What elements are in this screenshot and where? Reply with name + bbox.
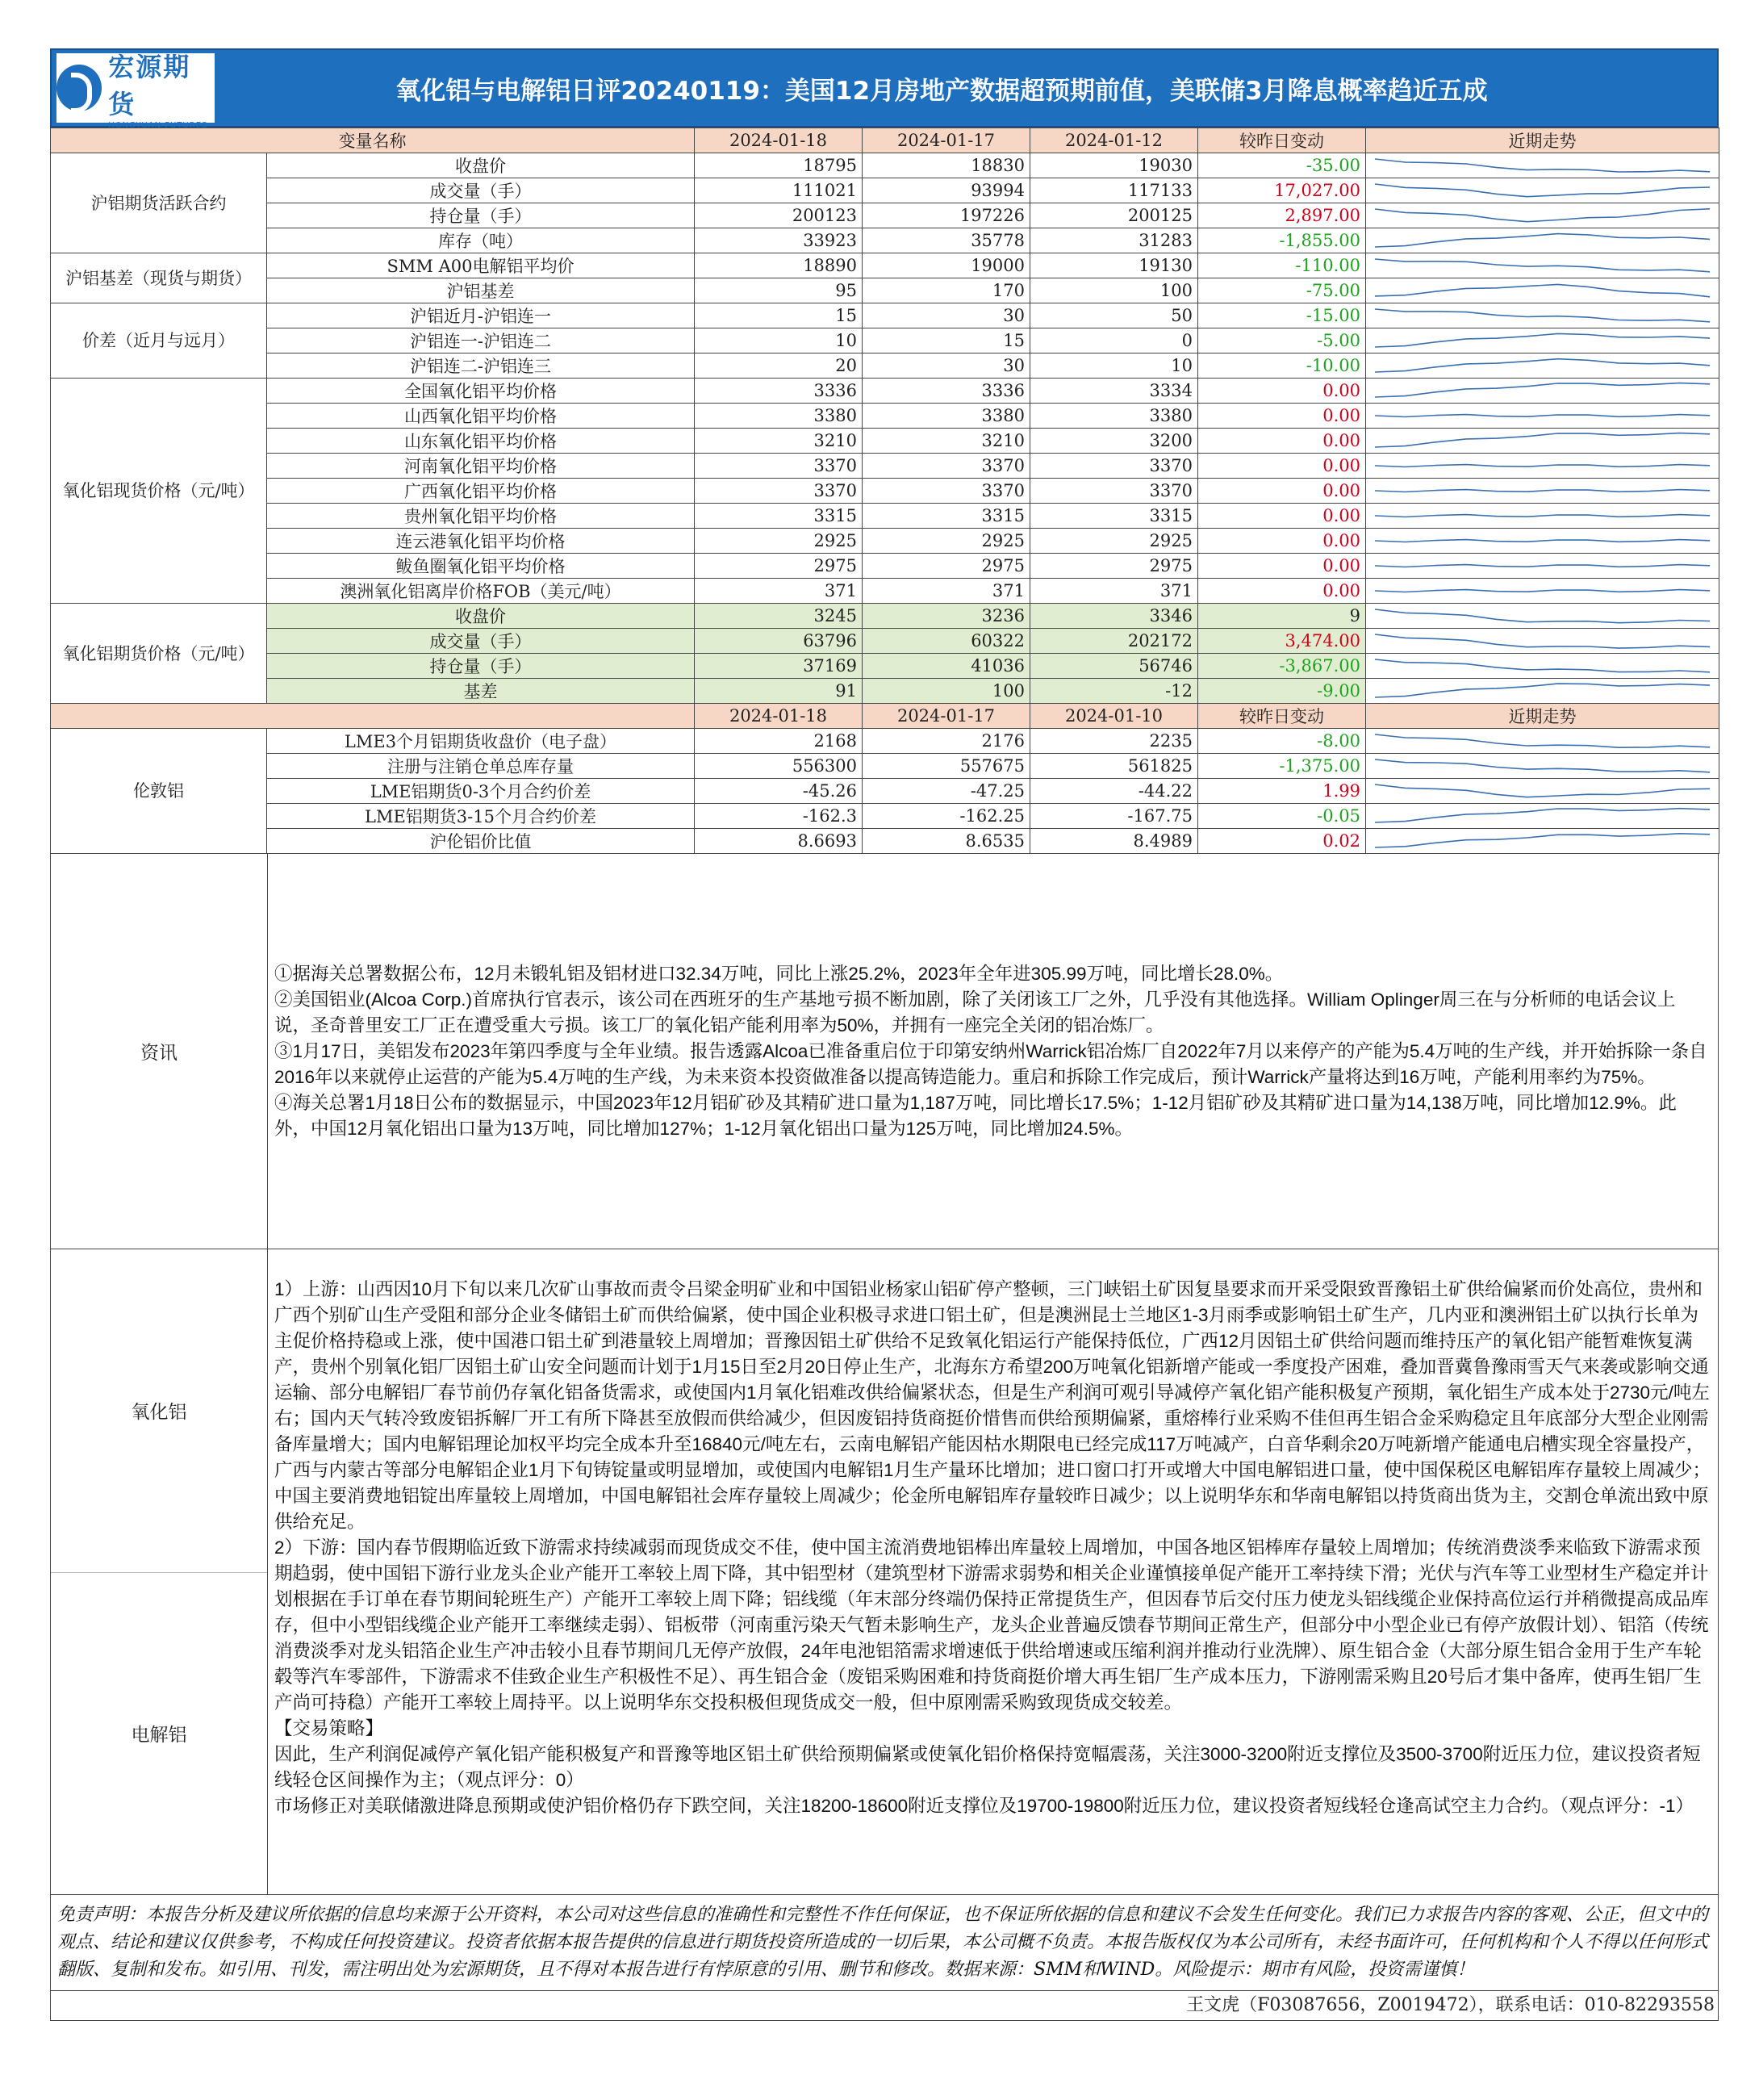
report-title: 氧化铝与电解铝日评20240119：美国12月房地产数据超预期前值，美联储3月降息概率趋近五成: [395, 76, 1488, 106]
change-cell: 0.00: [1198, 454, 1366, 479]
table-row: [51, 203, 1719, 228]
sparkline-path: [1375, 609, 1710, 623]
value-cell: 8.6693: [695, 829, 863, 854]
trend-sparkline: [1366, 404, 1719, 429]
variable-name: 山西氧化铝平均价格: [267, 404, 695, 429]
change-cell: 9: [1198, 604, 1366, 629]
trend-sparkline: [1366, 554, 1719, 579]
change-cell: -3,867.00: [1198, 654, 1366, 679]
variable-name: 成交量（手）: [267, 629, 695, 654]
sparkline-path: [1375, 734, 1710, 747]
value-cell: 557675: [863, 754, 1030, 779]
header-cell: 2024-01-10: [1030, 704, 1198, 729]
group-label: 伦敦铝: [51, 729, 267, 854]
sparkline-path: [1375, 465, 1710, 467]
variable-name: 基差: [267, 679, 695, 704]
value-cell: -12: [1030, 679, 1198, 704]
value-cell: 3370: [863, 479, 1030, 504]
value-cell: 100: [1030, 278, 1198, 303]
variable-name: 全国氧化铝平均价格: [267, 379, 695, 404]
value-cell: 30: [863, 353, 1030, 379]
value-cell: 18890: [695, 253, 863, 278]
disclaimer: 免责声明：本报告分析及建议所依据的信息均来源于公开资料，本公司对这些信息的准确性和完整性不作任何保证，也不保证所依据的信息和建议不会发生任何变化。我们已力求报告内容的客观、公正，但文中的观点、结论和建议仅供参考，不构成任何投资建议。投资者依据本报告提供的信息进行期货投资所造成的一切后果，本公司概不负责。本报告版权仅为本公司所有，未经书面许可，任何机构和个人不得以任何形式翻版、复制和发布。如引用、刊发，需注明出处为宏源期货，且不得对本报告进行有悖原意的引用、删节和修改。数据来源：SMM和WIND。风险提示：期市有风险，投资需谨慎！: [50, 1895, 1719, 1991]
table-row: [51, 679, 1719, 704]
variable-name: 河南氧化铝平均价格: [267, 454, 695, 479]
header-cell: 较昨日变动: [1198, 704, 1366, 729]
news-section: [50, 854, 1719, 1249]
news-item: ④海关总署1月18日公布的数据显示，中国2023年12月铝矿砂及其精矿进口量为1,187万吨，同比增长17.5%；1-12月铝矿砂及其精矿进口量为14,138万吨，同比增加12.9%。此外，中国12月氧化铝出口量为13万吨，同比增加127%；1-12月氧化铝出口量为125万吨，同比增加24.5%。: [274, 1092, 1677, 1139]
table-row: [51, 178, 1719, 203]
change-cell: 0.00: [1198, 429, 1366, 454]
value-cell: 371: [695, 579, 863, 604]
change-cell: 1.99: [1198, 779, 1366, 804]
news-label: 资讯: [51, 854, 268, 1249]
sparkline-path: [1375, 540, 1710, 542]
value-cell: 202172: [1030, 629, 1198, 654]
change-cell: 17,027.00: [1198, 178, 1366, 203]
variable-name: LME铝期货3-15个月合约价差: [267, 804, 695, 829]
table-row: [51, 379, 1719, 404]
change-cell: -0.05: [1198, 804, 1366, 829]
header-cell: 2024-01-18: [695, 704, 863, 729]
value-cell: 3315: [1030, 504, 1198, 529]
table-row: [51, 479, 1719, 504]
value-cell: 93994: [863, 178, 1030, 203]
sparkline-path: [1375, 590, 1710, 592]
value-cell: 3380: [695, 404, 863, 429]
variable-name: 持仓量（手）: [267, 203, 695, 228]
value-cell: 3315: [695, 504, 863, 529]
value-cell: 30: [863, 303, 1030, 328]
change-cell: 0.00: [1198, 504, 1366, 529]
change-cell: 0.02: [1198, 829, 1366, 854]
variable-name: LME铝期货0-3个月合约价差: [267, 779, 695, 804]
header-cell: 2024-01-12: [1030, 128, 1198, 153]
trend-sparkline: [1366, 604, 1719, 629]
trend-sparkline: [1366, 654, 1719, 679]
table-row: [51, 729, 1719, 754]
table-row: [51, 153, 1719, 178]
change-cell: -10.00: [1198, 353, 1366, 379]
value-cell: 19030: [1030, 153, 1198, 178]
trend-sparkline: [1366, 203, 1719, 228]
change-cell: -110.00: [1198, 253, 1366, 278]
value-cell: 3334: [1030, 379, 1198, 404]
logo-cn: 宏源期货: [108, 51, 191, 119]
news-item: ③1月17日，美铝发布2023年第四季度与全年业绩。报告透露Alcoa已准备重启位于印第安纳州Warrick铝冶炼厂自2022年7月以来停产的产能为5.4万吨的生产线，并开始拆除一条自2016年以来就停止运营的产能为5.4万吨的生产线，为未来资本投资做准备以提高铸造能力。重启和拆除工作完成后，预计Warrick产量将达到16万吨，产能利用率约为75%。: [274, 1040, 1707, 1087]
header-cell: 近期走势: [1366, 128, 1719, 153]
company-logo: [56, 51, 215, 130]
news-item: ①据海关总署数据公布，12月未锻轧铝及铝材进口32.34万吨，同比上涨25.2%，2023年全年进305.99万吨，同比增长28.0%。: [274, 963, 1284, 984]
change-cell: 0.00: [1198, 529, 1366, 554]
value-cell: 561825: [1030, 754, 1198, 779]
value-cell: 35778: [863, 228, 1030, 253]
change-cell: 2,897.00: [1198, 203, 1366, 228]
value-cell: 3370: [1030, 479, 1198, 504]
table-header-row: [51, 704, 1719, 729]
value-cell: -45.26: [695, 779, 863, 804]
change-cell: -1,375.00: [1198, 754, 1366, 779]
value-cell: -167.75: [1030, 804, 1198, 829]
variable-name: 沪伦铝价比值: [267, 829, 695, 854]
strategy-heading: 【交易策略】: [274, 1718, 384, 1738]
variable-name: SMM A00电解铝平均价: [267, 253, 695, 278]
sparkline-path: [1375, 209, 1710, 222]
table-row: [51, 654, 1719, 679]
value-cell: 18830: [863, 153, 1030, 178]
variable-name: 沪铝基差: [267, 278, 695, 303]
variable-name: LME3个月铝期货收盘价（电子盘）: [267, 729, 695, 754]
sparkline-path: [1375, 383, 1710, 397]
change-cell: -9.00: [1198, 679, 1366, 704]
value-cell: 8.4989: [1030, 829, 1198, 854]
value-cell: 3336: [695, 379, 863, 404]
value-cell: 3210: [695, 429, 863, 454]
trend-sparkline: [1366, 479, 1719, 504]
sparkline-path: [1375, 515, 1710, 517]
variable-name: 沪铝近月-沪铝连一: [267, 303, 695, 328]
variable-name: 广西氧化铝平均价格: [267, 479, 695, 504]
table-row: [51, 353, 1719, 379]
trend-sparkline: [1366, 629, 1719, 654]
value-cell: 60322: [863, 629, 1030, 654]
header-cell: 2024-01-17: [863, 128, 1030, 153]
analysis-body: [268, 1249, 1718, 1894]
value-cell: 2925: [695, 529, 863, 554]
value-cell: 117133: [1030, 178, 1198, 203]
variable-name: 连云港氧化铝平均价格: [267, 529, 695, 554]
change-cell: 0.00: [1198, 404, 1366, 429]
group-label: 沪铝基差（现货与期货）: [51, 253, 267, 303]
trend-sparkline: [1366, 504, 1719, 529]
trend-sparkline: [1366, 804, 1719, 829]
variable-name: 澳洲氧化铝离岸价格FOB（美元/吨）: [267, 579, 695, 604]
sparkline-path: [1375, 284, 1710, 296]
value-cell: 3380: [1030, 404, 1198, 429]
value-cell: -44.22: [1030, 779, 1198, 804]
variable-name: 沪铝连一-沪铝连二: [267, 328, 695, 353]
sparkline-path: [1375, 433, 1710, 447]
sparkline-path: [1375, 759, 1710, 772]
trend-sparkline: [1366, 379, 1719, 404]
change-cell: -75.00: [1198, 278, 1366, 303]
variable-name: 收盘价: [267, 604, 695, 629]
value-cell: 3370: [695, 479, 863, 504]
value-cell: 33923: [695, 228, 863, 253]
trend-sparkline: [1366, 328, 1719, 353]
table-row: [51, 554, 1719, 579]
value-cell: 2176: [863, 729, 1030, 754]
value-cell: 20: [695, 353, 863, 379]
analysis-section: [50, 1249, 1719, 1895]
sparkline-path: [1375, 684, 1710, 697]
sparkline-path: [1375, 565, 1710, 567]
trend-sparkline: [1366, 779, 1719, 804]
change-cell: 3,474.00: [1198, 629, 1366, 654]
variable-name: 持仓量（手）: [267, 654, 695, 679]
value-cell: 41036: [863, 654, 1030, 679]
value-cell: 91: [695, 679, 863, 704]
value-cell: 3200: [1030, 429, 1198, 454]
value-cell: 19130: [1030, 253, 1198, 278]
value-cell: 3315: [863, 504, 1030, 529]
value-cell: -47.25: [863, 779, 1030, 804]
table-row: [51, 629, 1719, 654]
sparkline-path: [1375, 359, 1710, 372]
change-cell: -35.00: [1198, 153, 1366, 178]
sparkline-path: [1375, 184, 1710, 197]
change-cell: 0.00: [1198, 554, 1366, 579]
variable-name: 成交量（手）: [267, 178, 695, 203]
trend-sparkline: [1366, 579, 1719, 604]
value-cell: 200123: [695, 203, 863, 228]
variable-name: 库存（吨）: [267, 228, 695, 253]
table-row: [51, 328, 1719, 353]
upstream-para: 1）上游：山西因10月下旬以来几次矿山事故而责令吕梁金明矿业和中国铝业杨家山铝矿停产整顿，三门峡铝土矿因复垦要求而开采受限致晋豫铝土矿供给偏紧而价处高位，贵州和广西个别矿山生产受阻和部分企业冬储铝土矿而供给偏紧，使中国企业积极寻求进口铝土矿，但是澳洲昆士兰地区1-3月雨季或影响铝土矿生产，几内亚和澳洲铝土矿以执行长单为主促价格持稳或上涨，使中国港口铝土矿到港量较上周增加；晋豫因铝土矿供给不足致氧化铝运行产能保持低位，广西12月因铝土矿供给问题而维持压产的氧化铝产能暂难恢复满产，贵州个别氧化铝厂因铝土矿山安全问题而计划于1月15日至2月20日停止生产，北海东方希望200万吨氧化铝新增产能或一季度投产困难，叠加晋冀鲁豫雨雪天气来袭或影响交通运输、部分电解铝厂春节前仍存氧化铝备货需求，或使国内1月氧化铝难改供给偏紧状态，但是生产利润可观引导减停产氧化铝产能积极复产预期，氧化铝生产成本处于2730元/吨左右；国内天气转冷致废铝拆解厂开工有所下降甚至放假而供给减少，但因废铝持货商挺价惜售而供给预期偏紧，重熔棒行业采购不佳但再生铝合金采购稳定且年底部分大型企业刚需备库量增大；国内电解铝理论加权平均完全成本升至16840元/吨左右，云南电解铝产能因枯水期限电已经完成117万吨减产，白音华剩余20万吨新增产能通电启槽实现全容量投产，广西与内蒙古等部分电解铝企业1月下旬铸锭量或明显增加，或使国内电解铝1月生产量环比增加；进口窗口打开或增大中国电解铝进口量，使中国保税区电解铝库存量较上周减少；中国主要消费地铝锭出库量较上周增加，中国电解铝社会库存量较上周减少；伦金所电解铝库存量较昨日减少；以上说明华东和华南电解铝以持货商出货为主，交割仓单流出致中原供给充足。: [274, 1279, 1711, 1532]
sparkline-path: [1375, 333, 1710, 347]
value-cell: 2975: [1030, 554, 1198, 579]
trend-sparkline: [1366, 303, 1719, 328]
trend-sparkline: [1366, 754, 1719, 779]
downstream-para: 2）下游：国内春节假期临近致下游需求持续减弱而现货成交不佳，使中国主流消费地铝棒出库量较上周增加，中国各地区铝棒库存量较上周增加；传统消费淡季来临致下游需求预期趋弱，使中国铝下游行业龙头企业产能开工率较上周下降，其中铝型材（建筑型材下游需求弱势和相关企业谨慎接单促产能开工率持续下滑；光伏与汽车等工业型材生产稳定并计划根据在手订单在春节期间轮班生产）产能开工率较上周下降；铝线缆（年末部分终端仍保持正常提货生产，但因春节后交付压力使龙头铝线缆企业保持高位运行并稍微提高成品库存，但中小型铝线缆企业产能开工率继续走弱）、铝板带（河南重污染天气暂未影响生产，龙头企业普遍反馈春节期间正常生产，但部分中小型企业已有停产放假计划）、铝箔（传统消费淡季对龙头铝箔企业生产冲击较小且春节期间几无停产放假，24年电池铝箔需求增速低于供给增速或压缩利润并推动行业洗牌）、原生铝合金（大部分原生铝合金用于生产车轮毂等汽车零部件，下游需求不佳致企业生产积极性不足）、再生铝合金（废铝采购困难和持货商挺价增大再生铝厂生产成本压力，下游刚需采购且20号后才集中备库，使再生铝厂生产尚可持稳）产能开工率较上周持平。以上说明华东交投积极但现货成交一般，但中原刚需采购致现货成交较差。: [274, 1537, 1709, 1713]
value-cell: 556300: [695, 754, 863, 779]
strategy-aluminum: 市场修正对美联储激进降息预期或使沪铝价格仍存下跌空间，关注18200-18600附近支撑位及19700-19800附近压力位，建议投资者短线轻仓逢高试空主力合约。（观点评分：-1）: [274, 1796, 1694, 1816]
group-label: 氧化铝期货价格（元/吨）: [51, 604, 267, 704]
table-row: [51, 429, 1719, 454]
trend-sparkline: [1366, 253, 1719, 278]
variable-name: 注册与注销仓单总库存量: [267, 754, 695, 779]
value-cell: 0: [1030, 328, 1198, 353]
table-row: [51, 754, 1719, 779]
trend-sparkline: [1366, 829, 1719, 854]
sparkline-path: [1375, 415, 1710, 417]
table-row: [51, 278, 1719, 303]
trend-sparkline: [1366, 529, 1719, 554]
change-cell: 0.00: [1198, 479, 1366, 504]
value-cell: 15: [695, 303, 863, 328]
value-cell: 31283: [1030, 228, 1198, 253]
sparkline-path: [1375, 159, 1710, 172]
value-cell: 3380: [863, 404, 1030, 429]
variable-name: 沪铝连二-沪铝连三: [267, 353, 695, 379]
group-label: 价差（近月与远月）: [51, 303, 267, 379]
value-cell: 63796: [695, 629, 863, 654]
header-cell: 较昨日变动: [1198, 128, 1366, 153]
group-label: 氧化铝现货价格（元/吨）: [51, 379, 267, 604]
value-cell: 100: [863, 679, 1030, 704]
variable-name: 贵州氧化铝平均价格: [267, 504, 695, 529]
value-cell: 37169: [695, 654, 863, 679]
value-cell: 10: [1030, 353, 1198, 379]
change-cell: -5.00: [1198, 328, 1366, 353]
value-cell: 2925: [1030, 529, 1198, 554]
table-row: [51, 253, 1719, 278]
value-cell: 200125: [1030, 203, 1198, 228]
header-cell: 2024-01-18: [695, 128, 863, 153]
value-cell: 3210: [863, 429, 1030, 454]
table-header-row: [51, 128, 1719, 153]
group-label: 沪铝期货活跃合约: [51, 153, 267, 253]
strategy-alumina: 因此，生产利润促减停产氧化铝产能积极复产和晋豫等地区铝土矿供给预期偏紧或使氧化铝价格保持宽幅震荡，关注3000-3200附近支撑位及3500-3700附近压力位，建议投资者短线轻仓区间操作为主；（观点评分：0）: [274, 1744, 1701, 1790]
header-cell: 近期走势: [1366, 704, 1719, 729]
news-body: [268, 854, 1718, 1249]
variable-name: 鲅鱼圈氧化铝平均价格: [267, 554, 695, 579]
table-row: [51, 779, 1719, 804]
value-cell: 2925: [863, 529, 1030, 554]
table-row: [51, 504, 1719, 529]
change-cell: 0.00: [1198, 379, 1366, 404]
value-cell: -162.25: [863, 804, 1030, 829]
value-cell: 3370: [863, 454, 1030, 479]
variable-name: 收盘价: [267, 153, 695, 178]
alumina-label: 氧化铝: [51, 1249, 267, 1573]
data-table: [50, 128, 1719, 854]
trend-sparkline: [1366, 278, 1719, 303]
sparkline-path: [1375, 809, 1710, 822]
change-cell: -8.00: [1198, 729, 1366, 754]
value-cell: 3370: [695, 454, 863, 479]
value-cell: 56746: [1030, 654, 1198, 679]
value-cell: 3236: [863, 604, 1030, 629]
change-cell: 0.00: [1198, 579, 1366, 604]
value-cell: 19000: [863, 253, 1030, 278]
trend-sparkline: [1366, 679, 1719, 704]
header-cell: 2024-01-17: [863, 704, 1030, 729]
analyst-contact: 王文虎（F03087656，Z0019472），联系电话：010-82293558: [50, 1991, 1719, 2021]
sparkline-path: [1375, 659, 1710, 672]
table-row: [51, 454, 1719, 479]
value-cell: 10: [695, 328, 863, 353]
logo-en: HONGYUAN FUTURES: [108, 120, 208, 130]
table-row: [51, 303, 1719, 328]
table-row: [51, 228, 1719, 253]
sparkline-path: [1375, 634, 1710, 648]
value-cell: 15: [863, 328, 1030, 353]
table-row: [51, 404, 1719, 429]
value-cell: 111021: [695, 178, 863, 203]
value-cell: 18795: [695, 153, 863, 178]
news-item: ②美国铝业(Alcoa Corp.)首席执行官表示，该公司在西班牙的生产基地亏损不断加剧，除了关闭该工厂之外，几乎没有其他选择。William Oplinger周三在与分析师的电话会议上说，圣奇普里安工厂正在遭受重大亏损。该工厂的氧化铝产能利用率为50%，并拥有一座完全关闭的铝冶炼厂。: [274, 989, 1676, 1035]
value-cell: 2235: [1030, 729, 1198, 754]
value-cell: 3370: [1030, 454, 1198, 479]
variable-name: 山东氧化铝平均价格: [267, 429, 695, 454]
value-cell: 197226: [863, 203, 1030, 228]
sparkline-path: [1375, 490, 1710, 492]
value-cell: 2975: [695, 554, 863, 579]
header-cell: 变量名称: [51, 128, 695, 153]
trend-sparkline: [1366, 729, 1719, 754]
value-cell: 3346: [1030, 604, 1198, 629]
value-cell: 50: [1030, 303, 1198, 328]
logo-mark-icon: [56, 65, 102, 111]
trend-sparkline: [1366, 353, 1719, 379]
sparkline-path: [1375, 234, 1710, 247]
value-cell: 170: [863, 278, 1030, 303]
report-header: [50, 48, 1719, 128]
trend-sparkline: [1366, 178, 1719, 203]
table-row: [51, 579, 1719, 604]
trend-sparkline: [1366, 153, 1719, 178]
change-cell: -1,855.00: [1198, 228, 1366, 253]
trend-sparkline: [1366, 429, 1719, 454]
value-cell: 2975: [863, 554, 1030, 579]
change-cell: -15.00: [1198, 303, 1366, 328]
value-cell: 3245: [695, 604, 863, 629]
table-row: [51, 829, 1719, 854]
table-row: [51, 604, 1719, 629]
aluminum-label: 电解铝: [131, 1725, 187, 1747]
value-cell: 8.6535: [863, 829, 1030, 854]
sparkline-path: [1375, 784, 1710, 797]
value-cell: 371: [863, 579, 1030, 604]
value-cell: -162.3: [695, 804, 863, 829]
header-cell: [51, 704, 695, 729]
table-row: [51, 529, 1719, 554]
table-row: [51, 804, 1719, 829]
sparkline-path: [1375, 834, 1710, 847]
trend-sparkline: [1366, 454, 1719, 479]
value-cell: 371: [1030, 579, 1198, 604]
value-cell: 2168: [695, 729, 863, 754]
value-cell: 3336: [863, 379, 1030, 404]
sparkline-path: [1375, 309, 1710, 322]
value-cell: 95: [695, 278, 863, 303]
sparkline-path: [1375, 259, 1710, 272]
trend-sparkline: [1366, 228, 1719, 253]
